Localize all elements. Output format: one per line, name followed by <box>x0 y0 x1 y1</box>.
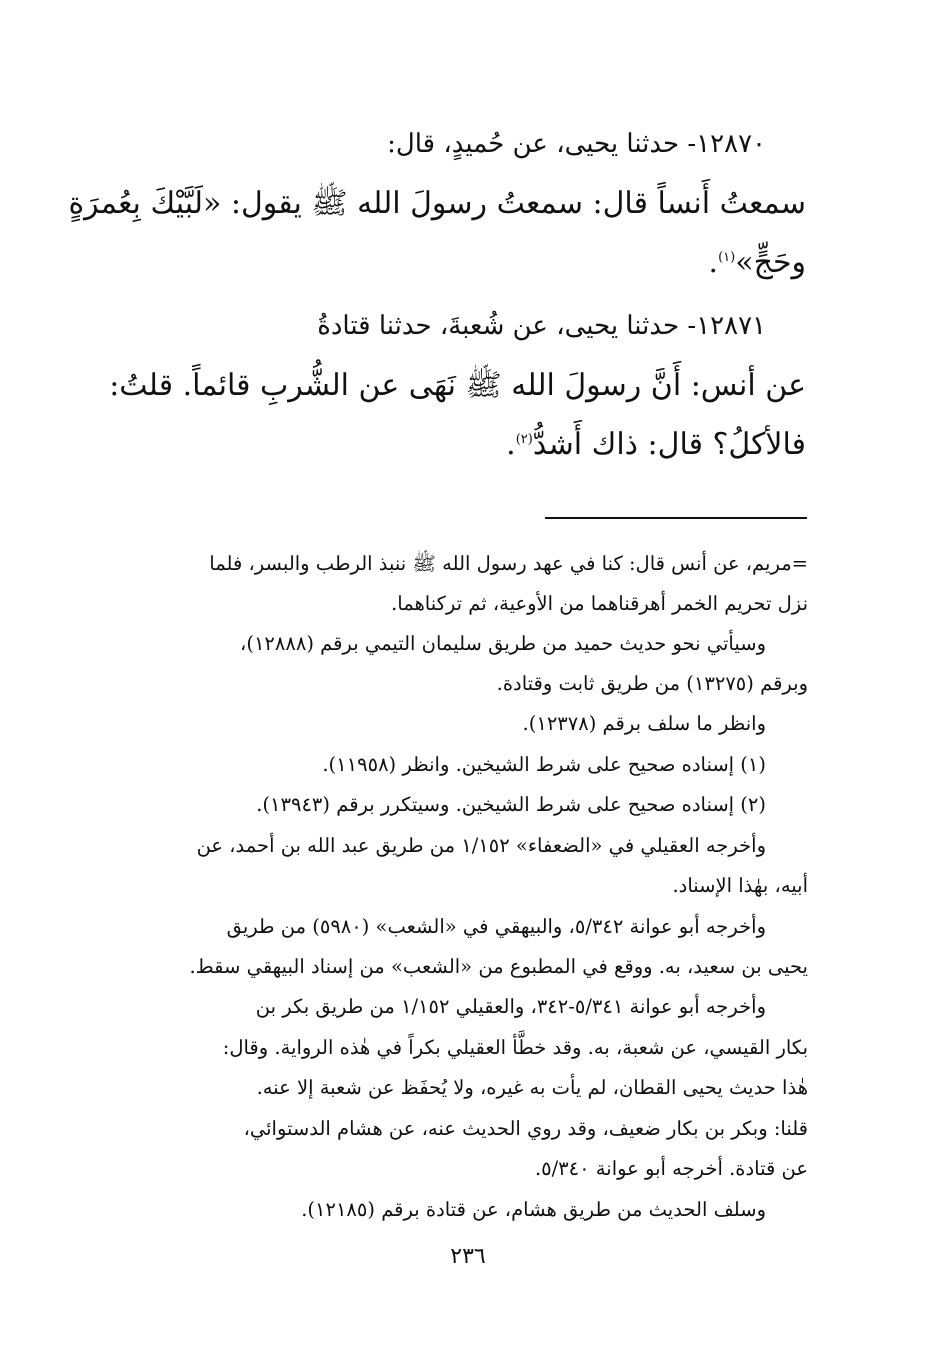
hadith-header-12871: ١٢٨٧١- حدثنا يحيى، عن شُعبةَ، حدثنا قتادةُ <box>317 311 766 341</box>
footnote-line: =مريم، عن أنس قال: كنا في عهد رسول الله ﷺ ننبذ الرطب والبسر، فلما <box>209 552 808 575</box>
footnote-line: هٰذا حديث يحيى القطان، لم يأت به غيره، ولا يُحفَظ عن شعبة إلا عنه. <box>256 1076 808 1099</box>
hadith-header-12870: ١٢٨٧٠- حدثنا يحيى، عن حُميدٍ، قال: <box>387 129 766 159</box>
footnote-line: (٢) إسناده صحيح على شرط الشيخين. وسيتكرر برقم (١٣٩٤٣). <box>256 793 766 816</box>
hadith-text-line: سمعتُ أَنساً قال: سمعتُ رسولَ الله ﷺ يقول: «لَبَّيْكَ بِعُمرَةٍ <box>68 186 806 221</box>
footnote-separator <box>545 517 807 519</box>
footnote-line: وأخرجه أبو عوانة ٥/٣٤١-٣٤٢، والعقيلي ١/١٥٢ من طريق بكر بن <box>255 995 766 1018</box>
hadith-text-line: عن أنس: أَنَّ رسولَ الله ﷺ نَهَى عن الشُّربِ قائماً. قلتُ: <box>109 368 806 403</box>
footnote-line: يحيى بن سعيد، به. ووقع في المطبوع من «الشعب» من إسناد البيهقي سقط. <box>189 955 808 978</box>
footnote-line: وسلف الحديث من طريق هشام، عن قتادة برقم (١٢١٨٥). <box>301 1198 766 1221</box>
hadith-text-tail: . <box>708 245 719 280</box>
footnote-marker: (٢) <box>515 432 533 447</box>
footnote-line: أبيه، بهٰذا الإسناد. <box>672 874 808 897</box>
footnote-line: نزل تحريم الخمر أهرقناهما من الأوعية، ثم تركناهما. <box>391 592 808 615</box>
footnote-line: قلنا: وبكر بن بكار ضعيف، وقد روي الحديث عنه، عن هشام الدستوائي، <box>243 1117 808 1140</box>
footnote-line: وسيأتي نحو حديث حميد من طريق سليمان التيمي برقم (١٢٨٨٨)، <box>240 632 766 655</box>
footnote-line: بكار القيسي، عن شعبة، به. وقد خطَّأ العقيلي بكراً في هٰذه الرواية. وقال: <box>222 1036 808 1059</box>
footnote-line: وانظر ما سلف برقم (١٢٣٧٨). <box>522 712 766 735</box>
hadith-text-line <box>506 418 806 467</box>
hadith-text-fragment: وحَجٍّ» <box>735 245 806 280</box>
hadith-text-line <box>709 236 806 285</box>
footnote-line: (١) إسناده صحيح على شرط الشيخين. وانظر (١١٩٥٨). <box>322 753 766 776</box>
footnote-line: وأخرجه العقيلي في «الضعفاء» ١/١٥٢ من طريق عبد الله بن أحمد، عن <box>196 834 766 857</box>
page-number: ٢٣٦ <box>450 1244 486 1269</box>
footnote-marker: (١) <box>718 250 736 265</box>
footnote-line: عن قتادة. أخرجه أبو عوانة ٥/٣٤٠. <box>534 1157 808 1180</box>
footnote-line: وأخرجه أبو عوانة ٥/٣٤٢، والبيهقي في «الشعب» (٥٩٨٠) من طريق <box>226 915 766 938</box>
hadith-text-tail: . <box>506 427 516 462</box>
hadith-text-fragment: فالأكلُ؟ قال: ذاك أَشدُّ <box>532 427 806 462</box>
footnote-line: وبرقم (١٣٢٧٥) من طريق ثابت وقتادة. <box>496 672 808 695</box>
